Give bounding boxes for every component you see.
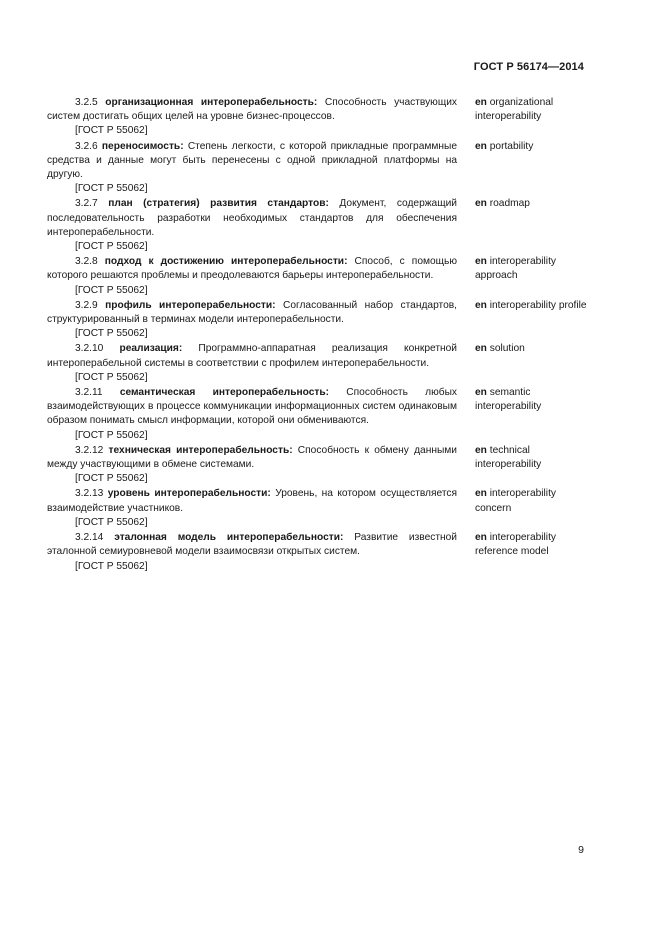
term-definition: Способность любых взаимодействующих в процессе коммуникации информационных систем одинаковым образом понимать смысл информации, которой они обмениваются.: [47, 387, 457, 427]
term-number: 3.2.8: [75, 256, 98, 268]
english-equivalent: [475, 197, 587, 254]
term-reference: [ГОСТ Р 55062]: [75, 125, 148, 137]
term-entry: [47, 140, 587, 197]
term-reference: [ГОСТ Р 55062]: [75, 328, 148, 340]
term-reference: [ГОСТ Р 55062]: [75, 560, 148, 572]
term-number: 3.2.6: [75, 140, 98, 152]
term-name: профиль интероперабельности:: [105, 299, 276, 311]
term-body: [47, 386, 457, 443]
language-code: en: [475, 532, 487, 544]
english-term: technical interoperability: [475, 444, 542, 471]
term-definition: Способ, с помощью которого решаются проблемы и преодолеваются барьеры интероперабельности.: [47, 256, 457, 282]
english-equivalent: [475, 299, 587, 342]
term-body: [47, 96, 457, 139]
term-entry: [47, 487, 587, 530]
terms-list: [47, 96, 587, 575]
language-code: en: [475, 444, 487, 456]
english-term: interoperability reference model: [475, 532, 556, 558]
term-reference: [ГОСТ Р 55062]: [75, 473, 148, 485]
term-body: [47, 487, 457, 530]
term-number: 3.2.14: [75, 532, 104, 544]
english-term: interoperability profile: [489, 299, 587, 311]
term-paragraph: [47, 444, 457, 472]
language-code: en: [475, 387, 487, 399]
term-reference: [ГОСТ Р 55062]: [75, 284, 148, 296]
term-number: 3.2.9: [75, 299, 98, 311]
term-name: переносимость:: [101, 140, 184, 152]
term-name: организационная интероперабельность:: [105, 97, 318, 108]
term-entry: [47, 299, 587, 342]
term-paragraph: [47, 140, 457, 183]
english-equivalent: [475, 531, 587, 574]
term-reference: [ГОСТ Р 55062]: [75, 429, 148, 441]
language-code: en: [475, 198, 487, 210]
term-entry: [47, 342, 587, 385]
language-code: en: [475, 299, 487, 311]
term-reference: [ГОСТ Р 55062]: [75, 516, 148, 528]
term-reference: [ГОСТ Р 55062]: [75, 241, 148, 253]
language-code: en: [475, 343, 487, 355]
english-equivalent: [475, 255, 587, 298]
english-term: organizational interoperability: [475, 97, 554, 123]
term-body: [47, 255, 457, 298]
term-name: эталонная модель интероперабельности:: [114, 532, 344, 544]
english-term: solution: [489, 343, 525, 355]
term-entry: [47, 197, 587, 254]
term-name: семантическая интероперабельность:: [119, 387, 330, 399]
english-equivalent: [475, 342, 587, 385]
term-body: [47, 444, 457, 487]
english-term: roadmap: [489, 198, 530, 210]
term-definition: Согласованный набор стандартов, структурированный в терминах модели интероперабельности.: [47, 299, 457, 326]
term-body: [47, 342, 457, 385]
term-paragraph: [47, 197, 457, 240]
term-number: 3.2.12: [75, 444, 104, 456]
term-entry: [47, 531, 587, 574]
english-equivalent: [475, 487, 587, 530]
english-equivalent: [475, 96, 587, 139]
term-entry: [47, 255, 587, 298]
term-definition: Степень легкости, с которой прикладные программные средства и данные могут быть перенесены с одной прикладной платформы на другую.: [47, 140, 457, 181]
term-entry: [47, 386, 587, 443]
term-number: 3.2.10: [75, 343, 104, 355]
term-reference: [ГОСТ Р 55062]: [75, 371, 148, 383]
term-number: 3.2.5: [75, 97, 98, 108]
term-number: 3.2.7: [75, 198, 98, 210]
term-paragraph: [47, 386, 457, 429]
term-body: [47, 299, 457, 342]
term-paragraph: [47, 531, 457, 559]
term-body: [47, 531, 457, 574]
term-definition: Развитие известной эталонной семиуровневой модели взаимосвязи открытых систем.: [47, 532, 457, 558]
language-code: en: [475, 140, 487, 152]
term-paragraph: [47, 487, 457, 515]
page-number: 9: [578, 844, 584, 856]
english-term: portability: [489, 140, 534, 152]
term-name: план (стратегия) развития стандартов:: [108, 198, 329, 210]
term-definition: Документ, содержащий последовательность разработки необходимых стандартов для обеспечения интероперабельности.: [47, 198, 457, 238]
term-name: реализация:: [119, 343, 183, 355]
term-paragraph: [47, 342, 457, 370]
term-name: подход к достижению интероперабельности:: [104, 256, 348, 268]
term-name: уровень интероперабельности:: [107, 488, 271, 500]
language-code: en: [475, 97, 487, 108]
term-paragraph: [47, 255, 457, 283]
term-body: [47, 140, 457, 197]
term-body: [47, 197, 457, 254]
english-term: interoperability approach: [475, 256, 556, 282]
term-definition: Способность к обмену данными между участвующими в обмене системами.: [47, 444, 457, 471]
term-definition: Программно-аппаратная реализация конкретной интероперабельной системы в соответствии с профилем интероперабельности.: [47, 343, 457, 369]
term-paragraph: [47, 96, 457, 124]
language-code: en: [475, 256, 487, 268]
term-paragraph: [47, 299, 457, 327]
term-entry: [47, 444, 587, 487]
document-code-header: ГОСТ Р 56174—2014: [473, 61, 584, 73]
english-equivalent: [475, 386, 587, 443]
term-reference: [ГОСТ Р 55062]: [75, 183, 148, 195]
english-equivalent: [475, 140, 587, 197]
term-name: техническая интероперабельность:: [108, 444, 293, 456]
english-term: semantic interoperability: [475, 387, 542, 413]
term-number: 3.2.13: [75, 488, 104, 500]
term-number: 3.2.11: [75, 387, 103, 399]
language-code: en: [475, 488, 487, 500]
term-definition: Уровень, на котором осуществляется взаимодействие участников.: [47, 488, 457, 514]
term-entry: [47, 96, 587, 139]
english-term: interoperability concern: [475, 488, 556, 514]
term-definition: Способность участвующих систем достигать общих целей на уровне бизнес-процессов.: [47, 97, 457, 123]
english-equivalent: [475, 444, 587, 487]
